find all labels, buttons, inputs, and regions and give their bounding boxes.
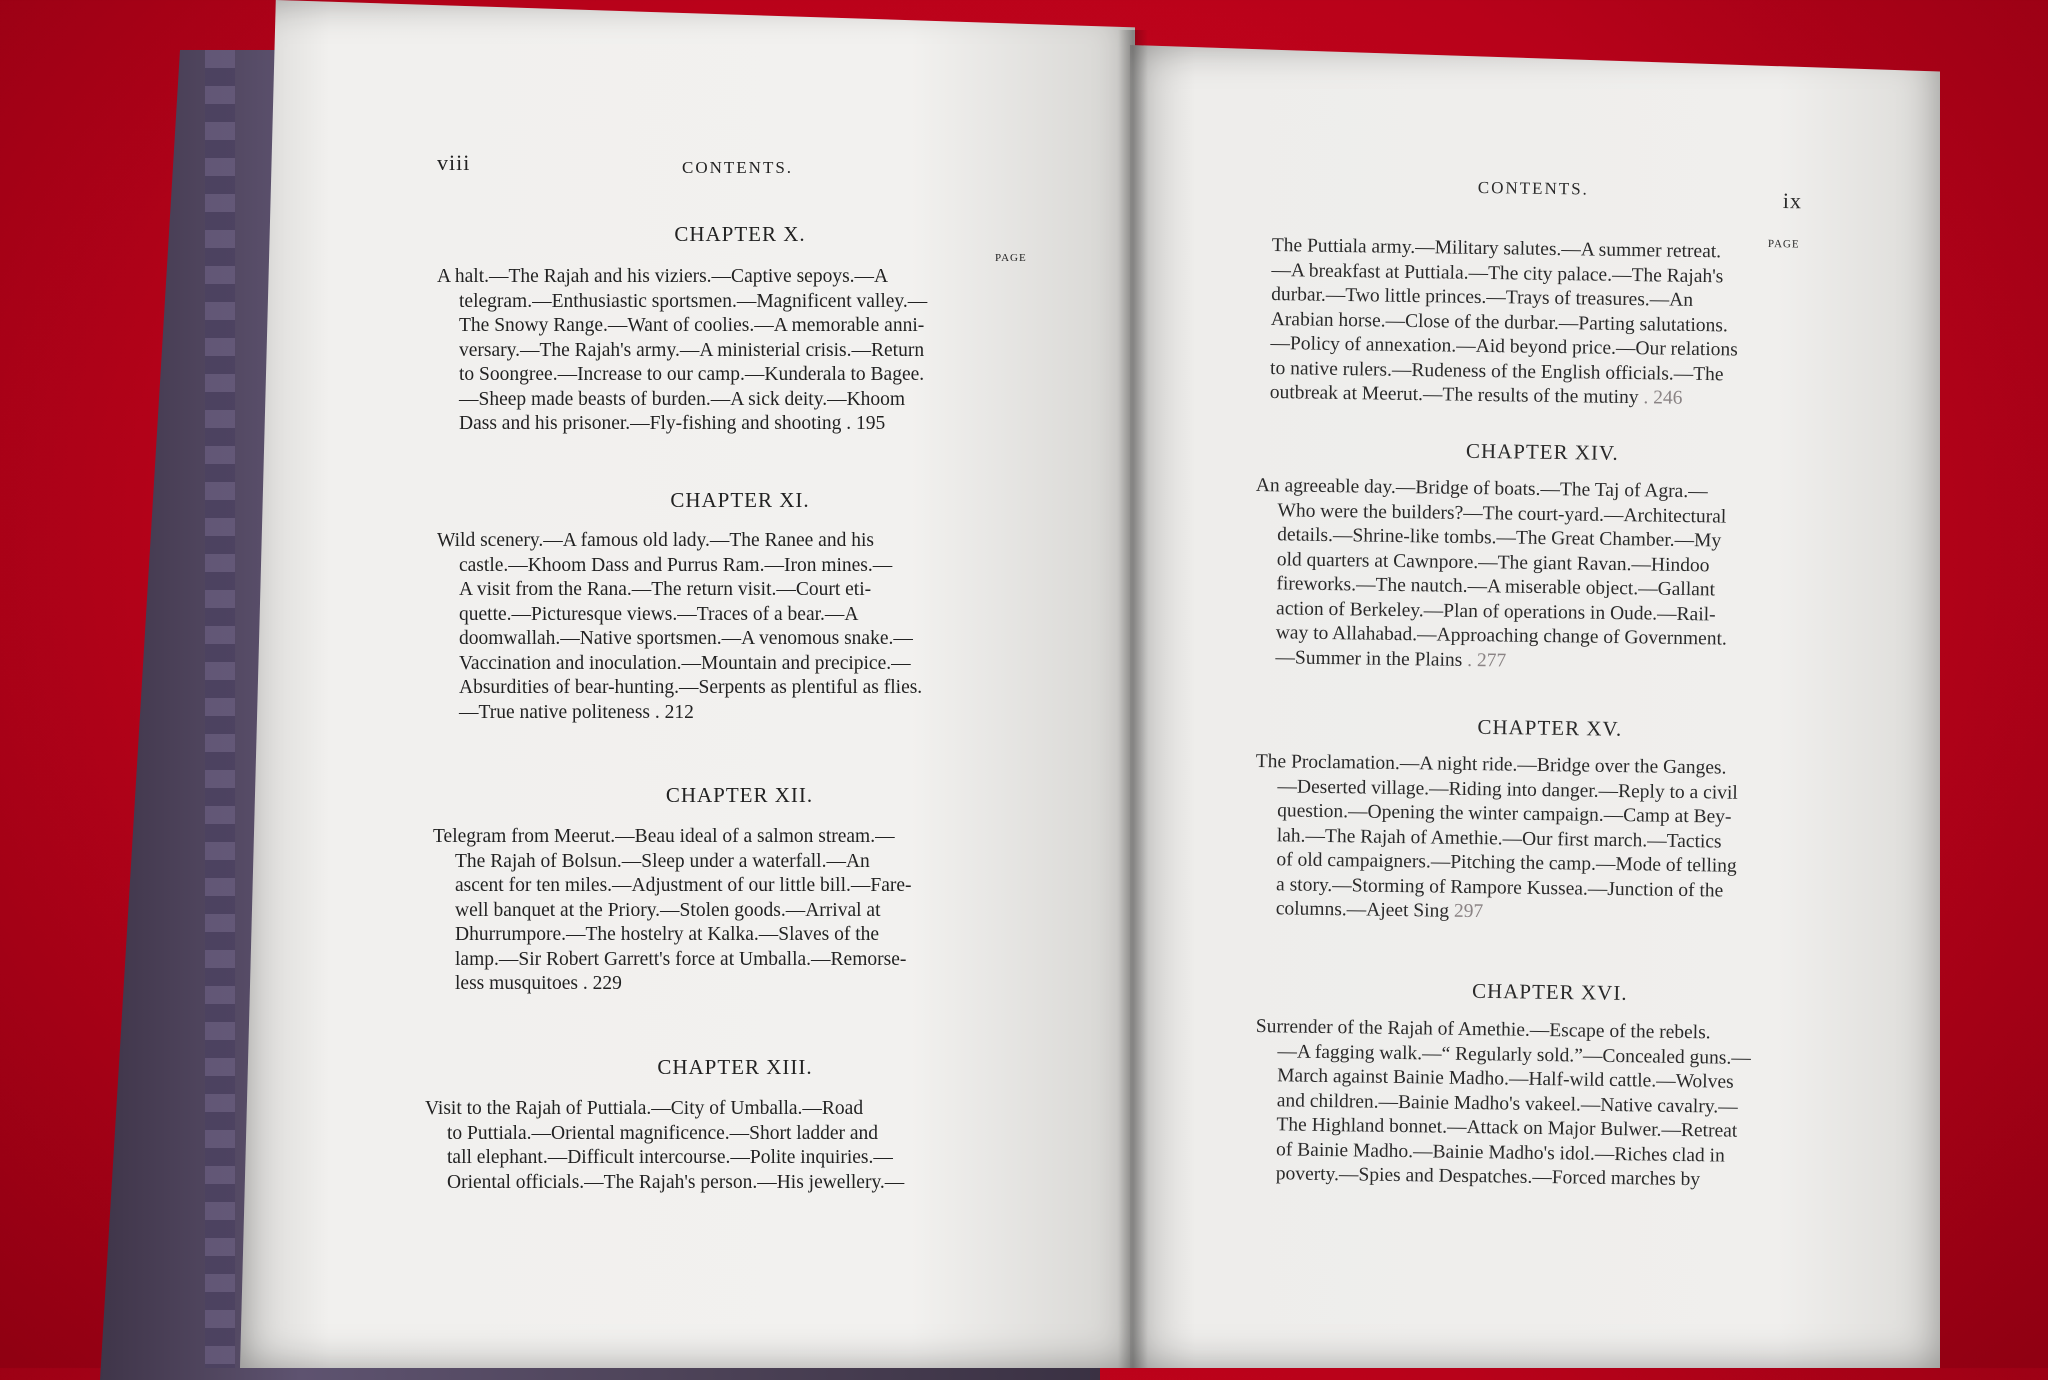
summary-line: to Puttiala.—Oriental magnificence.—Short ladder and xyxy=(447,1122,879,1144)
summary-line: outbreak at Meerut.—The results of the mutiny xyxy=(1269,381,1639,409)
summary-line: —Policy of annexation.—Aid beyond price.—Our relations xyxy=(1270,332,1738,361)
summary-line: old quarters at Cawnpore.—The giant Ravan.—Hindoo xyxy=(1276,548,1710,576)
chapter-summary xyxy=(425,1097,1025,1195)
summary-line: The Highland bonnet.—Attack on Major Bulwer.—Retreat xyxy=(1276,1114,1738,1142)
summary-line: Telegram from Meerut.—Beau ideal of a salmon stream.— xyxy=(433,826,895,847)
summary-line: Vaccination and inoculation.—Mountain and precipice.— xyxy=(459,652,911,674)
summary-line: well banquet at the Priory.—Stolen goods.—Arrival at xyxy=(455,899,881,921)
page-label: PAGE xyxy=(1767,238,1800,251)
summary-line: The Proclamation.—A night ride.—Bridge over the Ganges. xyxy=(1255,750,1727,779)
summary-line: Dass and his prisoner.—Fly-fishing and shooting xyxy=(459,413,842,434)
summary-line: of old campaigners.—Pitching the camp.—Mode of telling xyxy=(1276,849,1737,877)
summary-line: to Soongree.—Increase to our camp.—Kunderala to Bagee. xyxy=(459,364,925,385)
chapter-title: CHAPTER XV. xyxy=(1477,714,1623,741)
page-number: . 246 xyxy=(1643,387,1683,409)
summary-line: Dhurrumpore.—The hostelry at Kalka.—Slaves of the xyxy=(455,924,880,945)
summary-last-line xyxy=(437,701,1037,726)
chapter-title: CHAPTER XVI. xyxy=(1471,978,1628,1005)
summary-line: —Deserted village.—Riding into danger.—Reply to a civil xyxy=(1277,775,1738,804)
summary-line: castle.—Khoom Dass and Purrus Ram.—Iron mines.— xyxy=(459,554,893,576)
summary-line: —True native politeness xyxy=(459,701,651,723)
summary-last-line xyxy=(433,972,1038,997)
summary-line: tall elephant.—Difficult intercourse.—Polite inquiries.— xyxy=(447,1147,893,1168)
summary-line: lamp.—Sir Robert Garrett's force at Umballa.—Remorse- xyxy=(455,948,907,970)
chapter-summary xyxy=(437,265,1037,437)
chapter-summary xyxy=(1254,750,1821,929)
left-folio: viii xyxy=(437,150,471,175)
chapter-summary xyxy=(1253,474,1821,678)
summary-line: Wild scenery.—A famous old lady.—The Ranee and his xyxy=(437,530,874,551)
page-number: . 277 xyxy=(1467,649,1507,672)
chapter-title: CHAPTER XII. xyxy=(665,783,814,807)
summary-line: way to Allahabad.—Approaching change of Government. xyxy=(1275,622,1727,650)
summary-line: Visit to the Rajah of Puttiala.—City of Umballa.—Road xyxy=(425,1098,864,1119)
page-number: . 212 xyxy=(654,701,694,723)
summary-line: lah.—The Rajah of Amethie.—Our first march.—Tactics xyxy=(1276,824,1722,853)
chapter-title: CHAPTER X. xyxy=(674,222,806,246)
summary-line: poverty.—Spies and Despatches.—Forced marches by xyxy=(1275,1163,1701,1191)
chapter-summary-continuation xyxy=(1270,234,1812,413)
summary-line: Surrender of the Rajah of Amethie.—Escape of the rebels. xyxy=(1255,1015,1711,1044)
summary-line: The Puttiala army.—Military salutes.—A summer retreat. xyxy=(1271,234,1722,263)
summary-line: doomwallah.—Native sportsmen.—A venomous snake.— xyxy=(459,628,913,649)
chapter-title: CHAPTER XIV. xyxy=(1465,438,1619,465)
summary-line: quette.—Picturesque views.—Traces of a bear.—A xyxy=(459,603,859,625)
summary-line: ascent for ten miles.—Adjustment of our little bill.—Fare- xyxy=(455,875,912,896)
summary-line: —Summer in the Plains xyxy=(1275,646,1463,671)
summary-line: —A breakfast at Puttiala.—The city palace.—The Rajah's xyxy=(1271,259,1724,287)
page-label: PAGE xyxy=(995,252,1027,264)
summary-line: telegram.—Enthusiastic sportsmen.—Magnificent valley.— xyxy=(459,290,928,312)
cover-tooled-border xyxy=(205,50,235,1368)
summary-line: less musquitoes xyxy=(455,973,578,994)
summary-line: Arabian horse.—Close of the durbar.—Parting salutations. xyxy=(1270,308,1729,336)
summary-line: action of Berkeley.—Plan of operations in Oude.—Rail- xyxy=(1275,597,1716,625)
chapter-title: CHAPTER XIII. xyxy=(657,1055,813,1079)
summary-line: A visit from the Rana.—The return visit.—Court eti- xyxy=(459,579,872,600)
summary-line: to native rulers.—Rudeness of the English officials.—The xyxy=(1269,357,1724,385)
right-running-head: CONTENTS. xyxy=(1477,178,1590,199)
book-gutter xyxy=(1118,30,1148,1368)
summary-line: Absurdities of bear-hunting.—Serpents as plentiful as flies. xyxy=(459,677,923,698)
summary-line: details.—Shrine-like tombs.—The Great Chamber.—My xyxy=(1277,524,1722,552)
chapter-summary xyxy=(433,825,1038,997)
summary-line: of Bainie Madho.—Bainie Madho's idol.—Riches clad in xyxy=(1275,1138,1725,1167)
chapter-summary xyxy=(437,529,1037,725)
summary-line: An agreeable day.—Bridge of boats.—The Taj of Agra.— xyxy=(1255,474,1708,503)
summary-line: The Snowy Range.—Want of coolies.—A memorable anni- xyxy=(459,315,925,336)
chapter-title: CHAPTER XI. xyxy=(670,488,810,512)
summary-line: Oriental officials.—The Rajah's person.—His jewellery.— xyxy=(447,1171,905,1193)
summary-line: and children.—Bainie Madho's vakeel.—Native cavalry.— xyxy=(1276,1089,1738,1118)
summary-line: —A fagging walk.—“ Regularly sold.”—Concealed guns.— xyxy=(1277,1040,1751,1069)
summary-line: columns.—Ajeet Sing xyxy=(1275,898,1450,922)
summary-line: A halt.—The Rajah and his viziers.—Captive sepoys.—A xyxy=(437,266,889,287)
page-number: . 229 xyxy=(582,973,622,994)
summary-line: The Rajah of Bolsun.—Sleep under a waterfall.—An xyxy=(455,850,870,872)
chapter-summary xyxy=(1254,1015,1821,1194)
summary-last-line xyxy=(437,412,1037,437)
summary-line: a story.—Storming of Rampore Kussea.—Junction of the xyxy=(1275,873,1724,902)
summary-line: March against Bainie Madho.—Half-wild cattle.—Wolves xyxy=(1277,1065,1734,1093)
summary-line: —Sheep made beasts of burden.—A sick deity.—Khoom xyxy=(459,388,906,410)
summary-line: question.—Opening the winter campaign.—Camp at Bey- xyxy=(1277,800,1732,828)
summary-line: Who were the builders?—The court-yard.—Architectural xyxy=(1277,499,1727,528)
page-number: 297 xyxy=(1453,900,1484,923)
summary-line: durbar.—Two little princes.—Trays of treasures.—An xyxy=(1271,283,1694,311)
summary-line: versary.—The Rajah's army.—A ministerial crisis.—Return xyxy=(459,339,925,361)
summary-line: fireworks.—The nautch.—A miserable object.—Gallant xyxy=(1276,573,1716,601)
left-running-head: CONTENTS. xyxy=(682,158,794,177)
page-number: . 195 xyxy=(846,413,886,434)
right-folio: ix xyxy=(1782,188,1803,214)
